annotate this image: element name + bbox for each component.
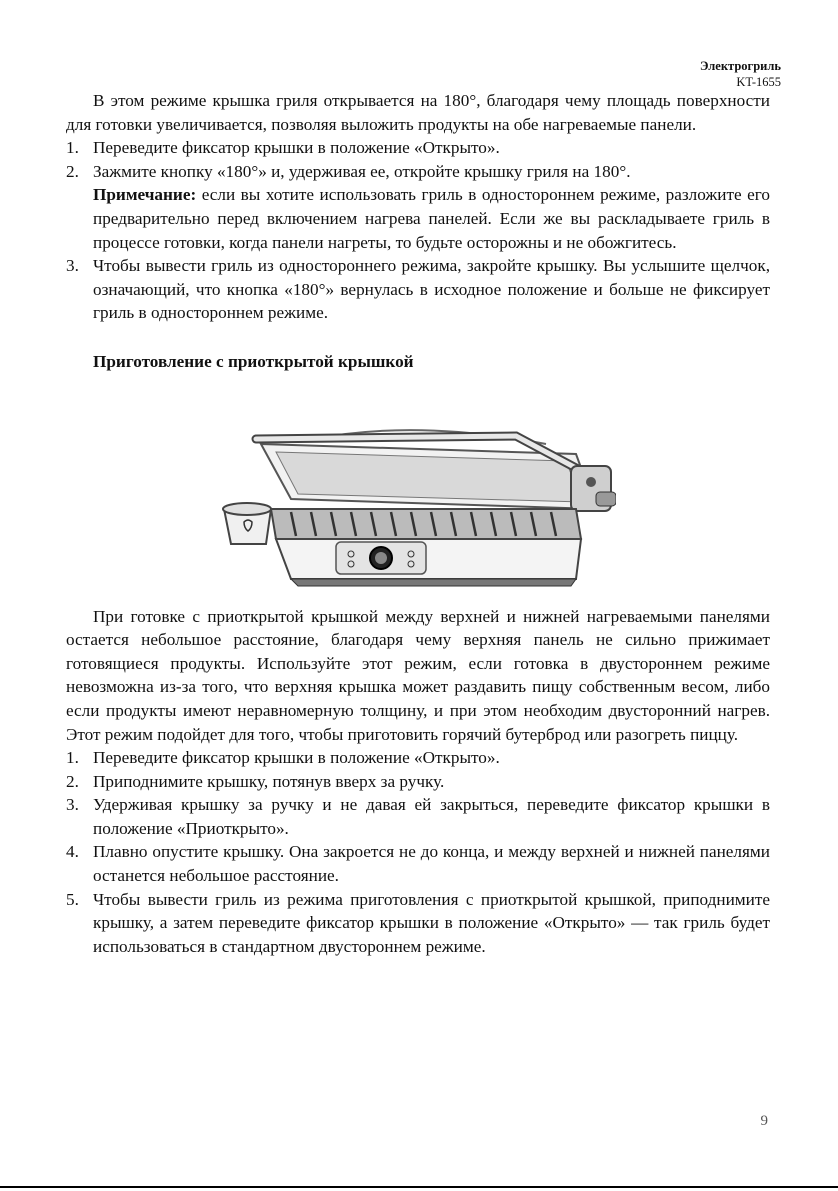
list-item [66, 888, 770, 959]
list-item [66, 793, 770, 840]
list-item [66, 254, 770, 325]
note [93, 183, 770, 254]
section-heading: Приготовление с приоткрытой крышкой [93, 351, 414, 371]
page-number: 9 [760, 1113, 768, 1129]
step-text: Переведите фиксатор крышки в положение «Открыто». [93, 138, 500, 158]
list-item [66, 840, 770, 887]
step-text: Удерживая крышку за ручку и не давая ей закрыться, переведите фиксатор крышки в положение «Приоткрыто». [93, 795, 770, 838]
step-text: Зажмите кнопку «180°» и, удерживая ее, откройте крышку гриля на 180°. [93, 161, 631, 181]
list-item [66, 746, 770, 770]
list-item [66, 770, 770, 794]
step-text: Чтобы вывести гриль из режима приготовления с приоткрытой крышкой, приподнимите крышку, а затем переведите фиксатор крышки в положение «Открыто» — так гриль будет использоваться в стандартном двустороннем режиме. [93, 889, 770, 956]
grill-illustration [216, 414, 616, 589]
note-text: если вы хотите использовать гриль в одностороннем режиме, разложите его предварительно перед включением нагрева панелей. Если же вы раскладываете гриль в процессе готовки, когда панели нагреты, то будьте осторожны и не обожгитесь. [93, 185, 770, 252]
product-name: Электрогриль [699, 59, 781, 73]
step-number: 2. [66, 771, 79, 791]
step-number: 1. [66, 748, 79, 768]
section2-intro: При готовке с приоткрытой крышкой между верхней и нижней нагреваемыми панелями остается небольшое расстояние, благодаря чему верхняя панель не сильно прижимает готовящиеся продукты. Используйте этот режим, если готовка в двустороннем режиме невозможна из-за того, что верхняя крышка может раздавить пищу собственным весом, либо если продукты имеют неравномерную толщину, и при этом необходим двусторонний нагрев. Этот режим подойдет для того, чтобы приготовить горячий бутерброд или разогреть пиццу. [66, 606, 770, 744]
step-text: Приподнимите крышку, потянув вверх за ручку. [93, 771, 445, 791]
section1-intro: В этом режиме крышка гриля открывается на 180°, благодаря чему площадь поверхности для готовки увеличивается, позволяя выложить продукты на обе нагреваемые панели. [66, 91, 770, 134]
bottom-divider [0, 1186, 838, 1188]
note-label: Примечание: [93, 185, 197, 205]
step-number: 5. [66, 889, 79, 909]
page-header [700, 58, 781, 90]
step-number: 3. [66, 795, 79, 815]
step-number: 2. [66, 161, 79, 181]
model-number: KT-1655 [736, 75, 781, 89]
list-item [66, 160, 770, 254]
step-number: 4. [66, 842, 79, 862]
step-text: Чтобы вывести гриль из одностороннего режима, закройте крышку. Вы услышите щелчок, означающий, что кнопка «180°» вернулась в исходное положение и больше не фиксирует гриль в одностороннем режиме. [93, 256, 770, 323]
section1-steps [66, 136, 770, 325]
list-item [66, 136, 770, 160]
section2-steps [66, 746, 770, 958]
step-text: Переведите фиксатор крышки в положение «Открыто». [93, 748, 500, 768]
step-number: 1. [66, 138, 79, 158]
step-text: Плавно опустите крышку. Она закроется не до конца, и между верхней и нижней панелями останется небольшое расстояние. [93, 842, 770, 886]
manual-content [66, 89, 770, 958]
step-number: 3. [66, 256, 79, 276]
